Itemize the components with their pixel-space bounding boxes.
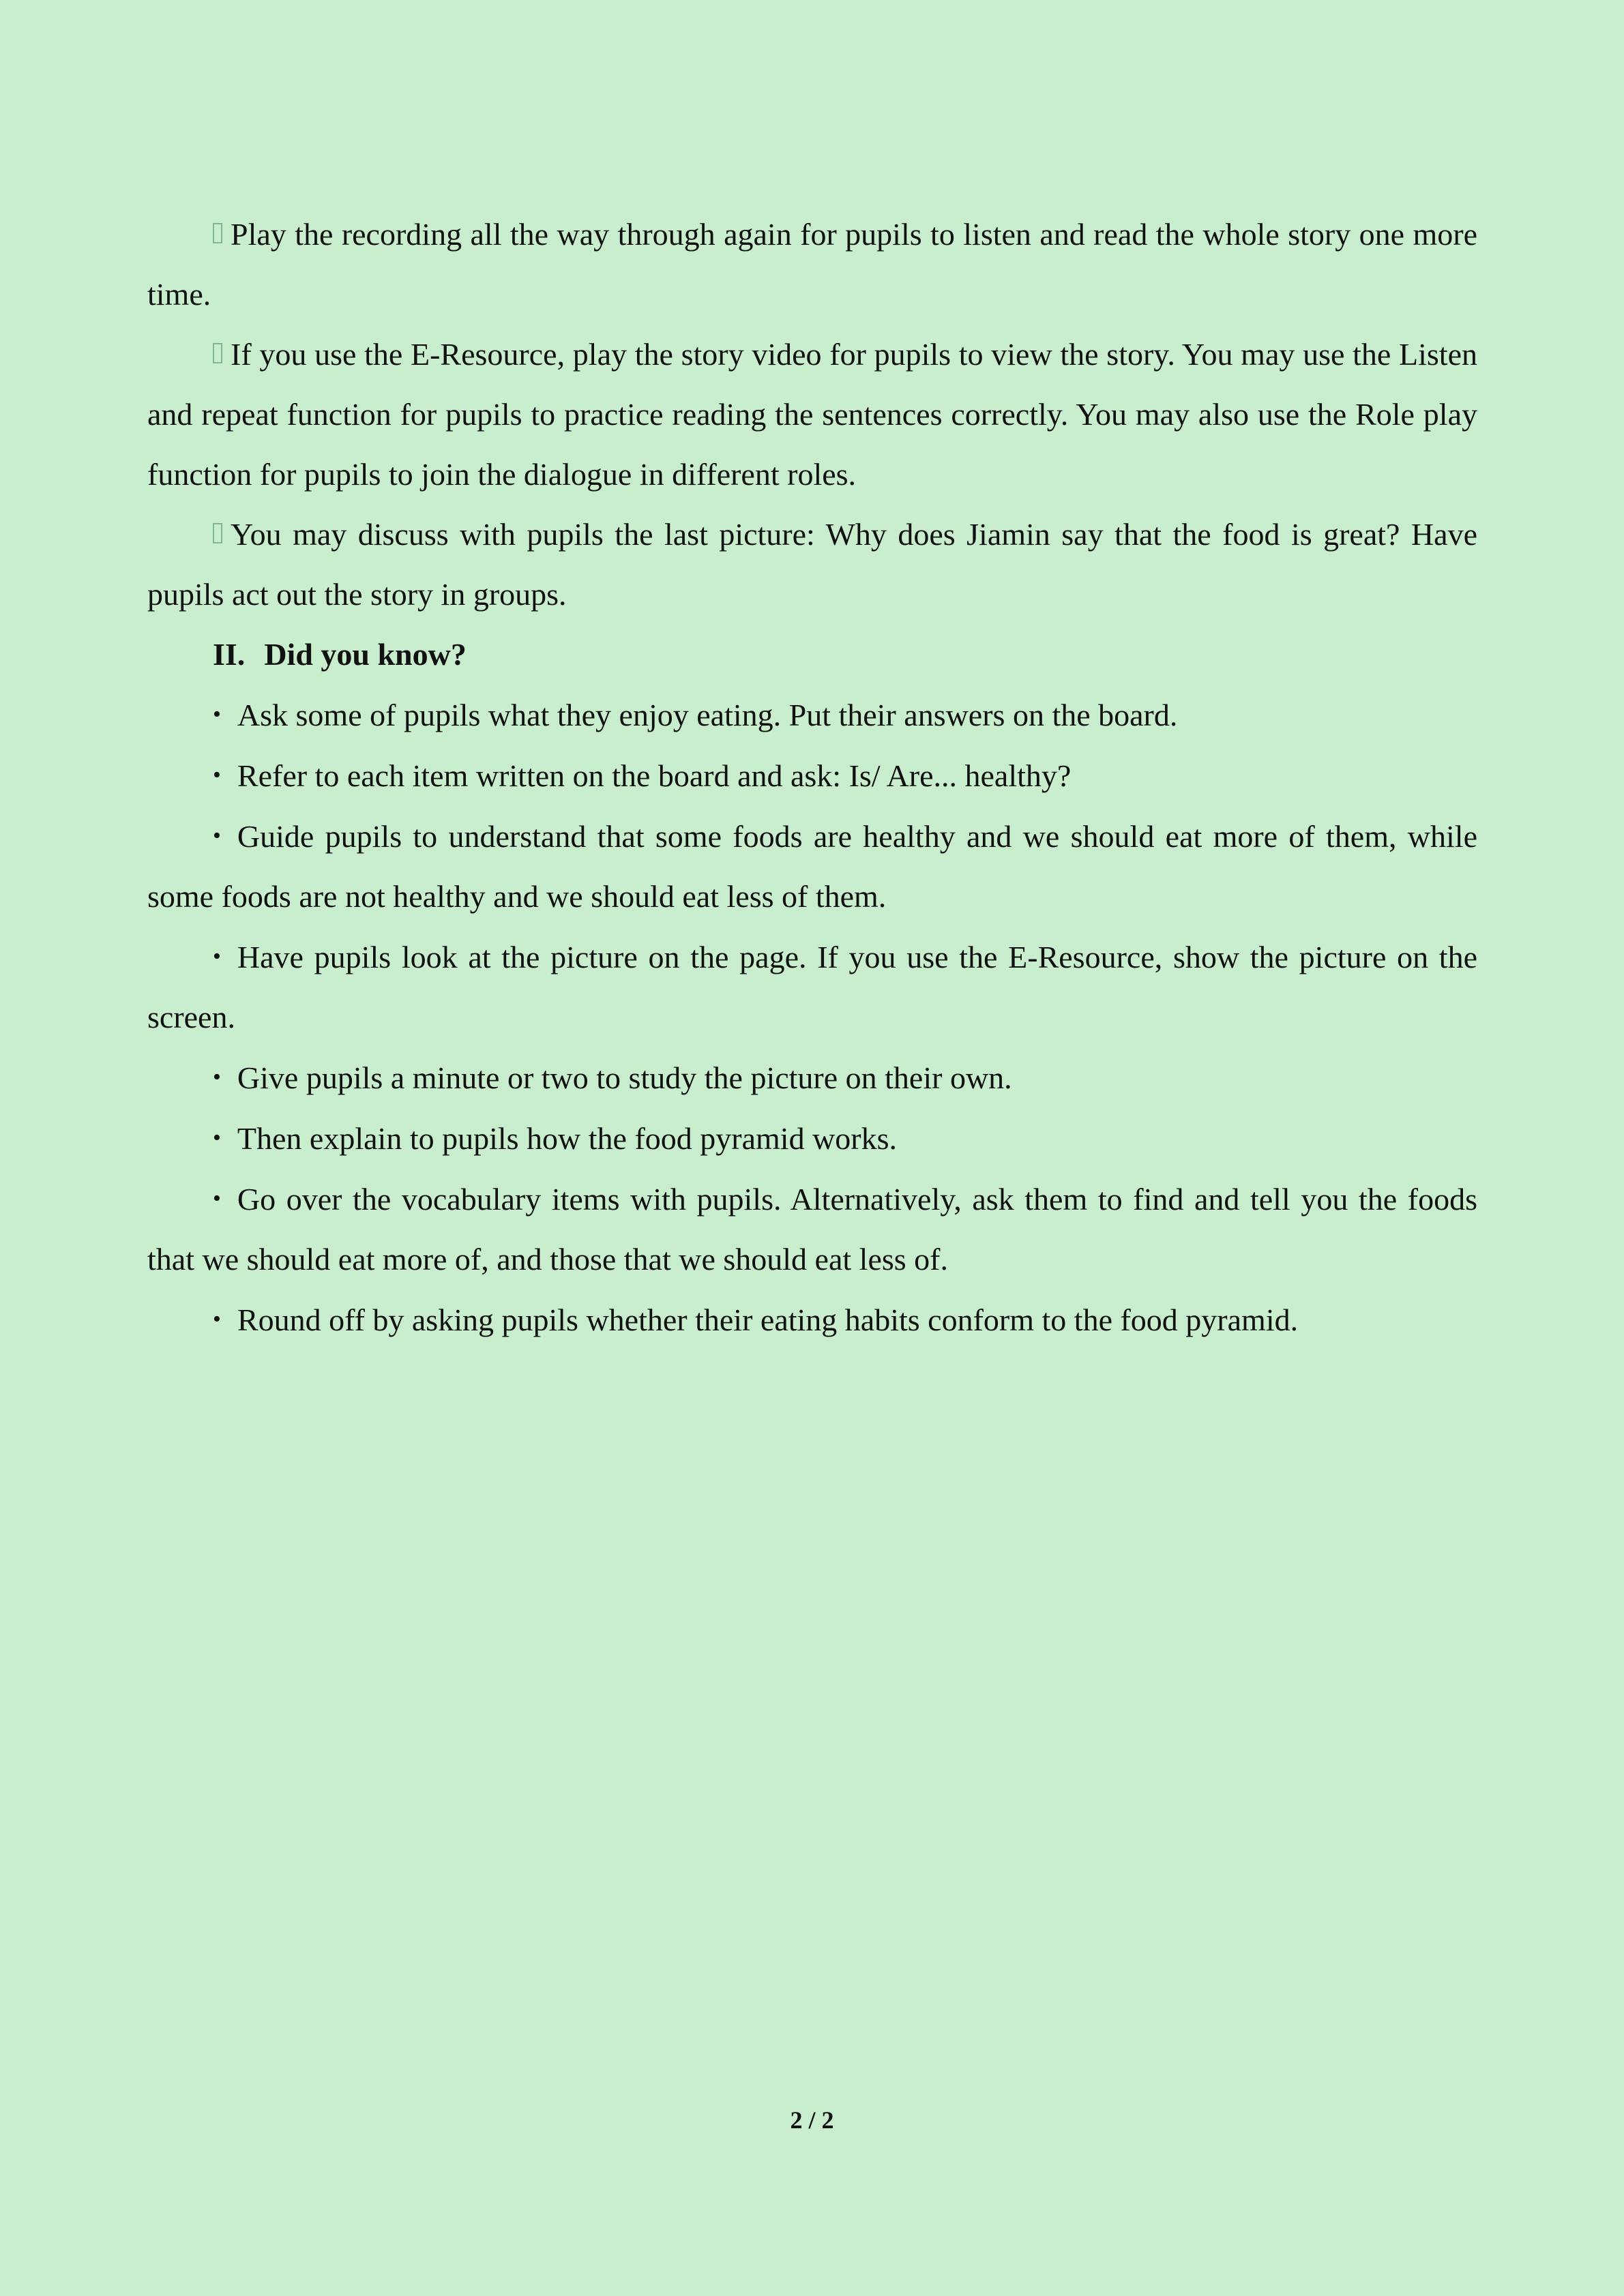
checkbox-glyph-icon [213, 523, 222, 543]
bullet-icon: • [213, 1307, 221, 1332]
bullet-text: Ask some of pupils what they enjoy eating. Put their answers on the board. [237, 698, 1178, 732]
bullet-text: Refer to each item written on the board and ask: Is/ Are... healthy? [237, 758, 1072, 793]
bullet-icon: • [213, 1125, 221, 1150]
page-number: 2 / 2 [790, 2106, 834, 2134]
bullet-text: Have pupils look at the picture on the page. If you use the E-Resource, show the picture on the screen. [147, 940, 1477, 1034]
paragraph-text: If you use the E-Resource, play the story video for pupils to view the story. You may use the Listen and repeat function for pupils to practice reading the sentences correctly. You may also use the Role play function for pupils to join the dialogue in different roles. [147, 337, 1477, 492]
bullet-icon: • [213, 702, 221, 727]
bullet-text: Then explain to pupils how the food pyramid works. [237, 1121, 898, 1156]
bullet-item-4 [147, 927, 1477, 1047]
story-paragraph-2 [147, 325, 1477, 505]
checkbox-glyph-icon [213, 223, 222, 243]
bullet-item-8 [147, 1289, 1477, 1350]
story-paragraph-3 [147, 505, 1477, 625]
bullet-icon: • [213, 1064, 221, 1090]
bullet-icon: • [213, 823, 221, 848]
bullet-item-1 [147, 685, 1477, 745]
paragraph-text: Play the recording all the way through again for pupils to listen and read the whole story one more time. [147, 217, 1477, 312]
bullet-item-7 [147, 1169, 1477, 1289]
bullet-icon: • [213, 1186, 221, 1211]
section-heading [147, 625, 1477, 685]
bullet-item-2 [147, 745, 1477, 806]
bullet-text: Round off by asking pupils whether their eating habits conform to the food pyramid. [237, 1302, 1299, 1337]
paragraph-text: You may discuss with pupils the last picture: Why does Jiamin say that the food is great? Have pupils act out the story in groups. [147, 517, 1477, 612]
document-body [147, 205, 1477, 1350]
checkbox-glyph-icon [213, 343, 222, 363]
story-paragraph-1 [147, 205, 1477, 325]
bullet-text: Give pupils a minute or two to study the picture on their own. [237, 1060, 1012, 1095]
bullet-item-6 [147, 1108, 1477, 1169]
bullet-icon: • [213, 944, 221, 969]
section-number: II. [213, 637, 246, 672]
bullet-icon: • [213, 762, 221, 788]
bullet-text: Go over the vocabulary items with pupils. Alternatively, ask them to find and tell you the foods that we should eat more of, and those that we should eat less of. [147, 1182, 1477, 1277]
bullet-text: Guide pupils to understand that some foods are healthy and we should eat more of them, while some foods are not healthy and we should eat less of them. [147, 819, 1477, 914]
bullet-item-5 [147, 1047, 1477, 1108]
bullet-item-3 [147, 806, 1477, 927]
section-title: Did you know? [264, 637, 467, 672]
